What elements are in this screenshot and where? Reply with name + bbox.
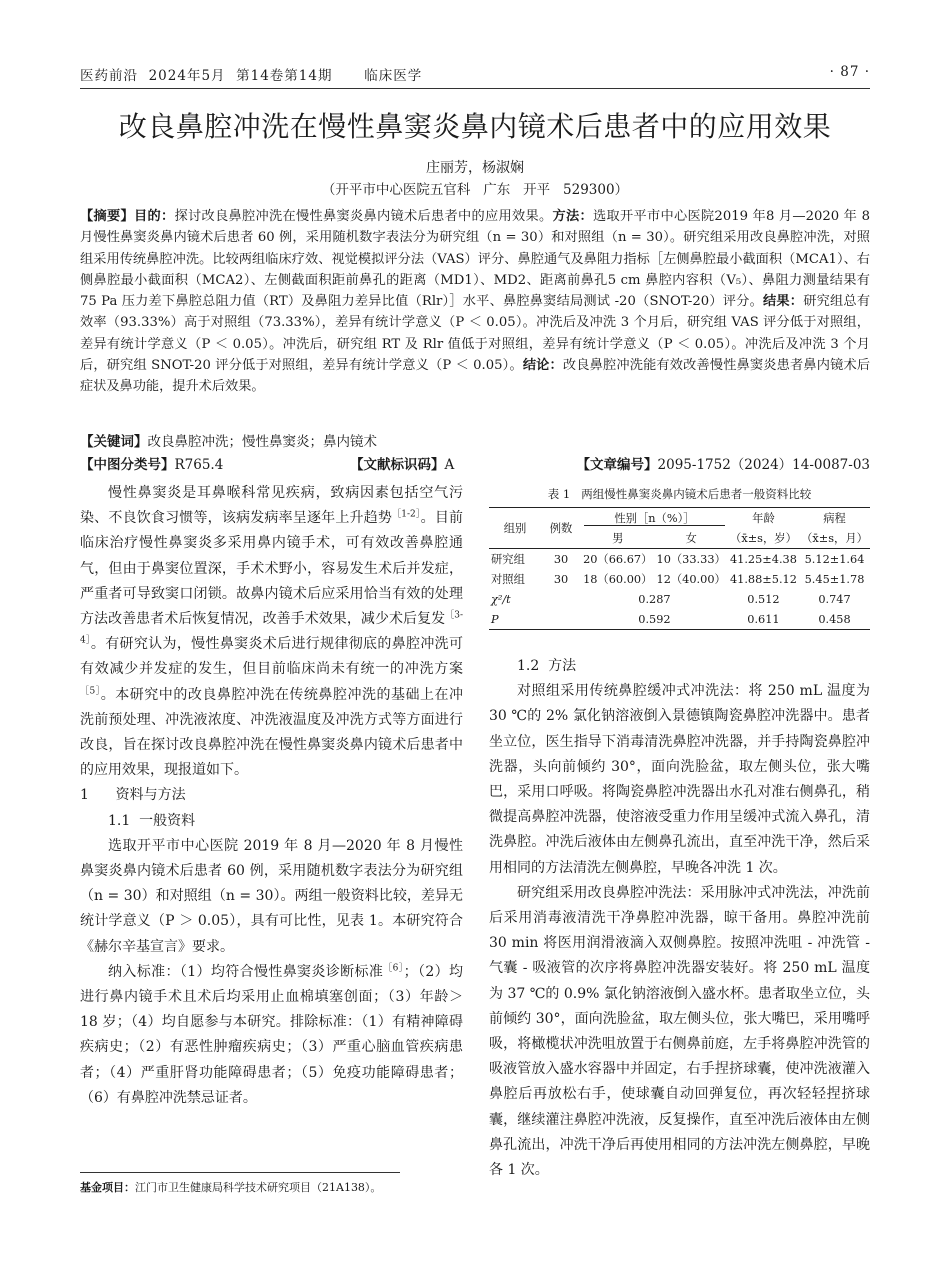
article-value: 2095-1752（2024）14-0087-03 bbox=[657, 457, 870, 473]
col-course: 病程 bbox=[799, 508, 870, 529]
abstract-label: 【摘要】 bbox=[80, 209, 134, 224]
cell-p-label: P bbox=[489, 609, 541, 630]
cell-n: 30 bbox=[541, 549, 581, 570]
affiliation: （开平市中心医院五官科 广东 开平 529300） bbox=[321, 182, 629, 198]
page-number: · 87 · bbox=[829, 64, 870, 80]
general-data-paragraph: 选取开平市中心医院 2019 年 8 月—2020 年 8 月慢性鼻窦炎鼻内镜术后患者 60 例，采用随机数字表法分为研究组（n = 30）和对照组（n = 30）。两组一般资料比较，差异无统计学意义（P ＞ 0.05），具有可比性，见表 1。本研究符合《赫尔辛基宣言》要求。 bbox=[80, 837, 463, 955]
cell-stat-age: 0.512 bbox=[747, 592, 780, 606]
col-age-unit: （x̄±s，岁） bbox=[730, 532, 797, 545]
cell-male: 18（60.00） bbox=[583, 573, 653, 586]
cell-group: 研究组 bbox=[489, 549, 541, 570]
criteria-paragraph bbox=[80, 960, 463, 1111]
doc-code bbox=[350, 453, 454, 473]
cell-p-course: 0.458 bbox=[799, 609, 870, 630]
cell-group: 对照组 bbox=[491, 573, 525, 586]
cell-n: 30 bbox=[553, 572, 569, 586]
col-female: 女 bbox=[685, 532, 697, 545]
control-method-paragraph: 对照组采用传统鼻腔缓冲式冲洗法：将 250 mL 温度为30 ℃的 2% 氯化钠溶液倒入景德镇陶瓷鼻腔冲洗器中。患者坐立位，医生指导下消毒清洗鼻腔冲洗器，并手持陶瓷鼻腔冲洗器，头向前倾约 30°，面向洗脸盆，取左侧头位，张大嘴巴，采用口呼吸。将陶瓷鼻腔冲洗器出水孔对准右侧鼻孔，稍微提高鼻腔冲洗器，使溶液受重力作用呈缓冲式流入鼻孔，清洗鼻腔。冲洗后液体由左侧鼻孔流出，直至冲洗干净，然后采用相同的方法清洗左侧鼻腔，早晚各冲洗 1 次。 bbox=[489, 683, 870, 876]
abstract-method: 选取开平市中心医院2019 年8 月—2020 年 8 月慢性鼻窦炎鼻内镜术后患者 60 例，采用随机数字表法分为研究组（n = 30）和对照组（n = 30）。研究组采用改良鼻腔冲洗，对照组采用传统鼻腔冲洗。比较两组临床疗效、视觉模拟评分法（VAS）评分、鼻腔通气及鼻阻力指标［左侧鼻腔最小截面积（MCA1）、右侧鼻腔最小截面积（MCA2）、左侧截面积距前鼻孔的距离（MD1）、MD2、距离前鼻孔5 cm 鼻腔内容积（V₅）、鼻阻力测量结果有 75 Pa 压力差下鼻腔总阻力值（RT）及鼻阻力差异比值（Rlr）］水平、鼻腔鼻窦结局测试 -20（SNOT-20）评分。 bbox=[80, 209, 871, 310]
col-male: 男 bbox=[612, 532, 624, 545]
keywords bbox=[80, 430, 870, 450]
conclusion-label: 结论： bbox=[522, 358, 563, 374]
cell-p-age: 0.611 bbox=[728, 609, 799, 630]
cell-age: 41.88±5.12 bbox=[729, 572, 797, 586]
table-stat-row bbox=[489, 589, 870, 609]
cell-stat-label: χ²/t bbox=[491, 592, 511, 606]
article-label: 【文章编号】 bbox=[576, 457, 658, 473]
baseline-table bbox=[489, 507, 870, 630]
keywords-label: 【关键词】 bbox=[80, 434, 148, 450]
left-column bbox=[80, 481, 463, 1111]
col-n: 例数 bbox=[541, 508, 581, 549]
authors: 庄丽芳，杨淑娴 bbox=[426, 160, 524, 176]
section-number: 1 bbox=[80, 787, 89, 804]
citation: ［1-2］ bbox=[392, 509, 421, 520]
header-rule bbox=[80, 88, 870, 89]
col-sex-label: 性别［n（%）］ bbox=[584, 512, 724, 526]
study-method-paragraph: 研究组采用改良鼻腔冲洗法：采用脉冲式冲洗法，冲洗前后采用消毒液清洗干净鼻腔冲洗器，晾干备用。鼻腔冲洗前 30 min 将医用润滑液滴入双侧鼻腔。按照冲洗咀 - 冲洗管 - 气囊 - 吸液管的次序将鼻腔冲洗器安装好。将 250 mL 温度为 37 ℃的 0.9% 氯化钠溶液倒入盛水杯。患者取坐立位，头前倾约 30°，面向洗脸盆，取左侧头位，张大嘴巴，采用嘴呼吸，将橄榄状冲洗咀放置于右侧鼻前庭，左手将鼻腔冲洗管的吸液管放入盛水容器中并固定，右手捏挤球囊，使冲洗液灌入鼻腔后再放松右手，使球囊自动回弹复位，再次轻轻捏挤球囊，继续灌注鼻腔冲洗液，反复操作，直至冲洗后液体由左侧鼻孔流出，冲洗干净后再使用相同的方法冲洗左侧鼻腔，早晚各 1 次。 bbox=[489, 884, 870, 1179]
method-label: 方法： bbox=[552, 209, 593, 224]
doc-label: 【文献标识码】 bbox=[350, 457, 445, 473]
intro-paragraph: 慢性鼻窦炎是耳鼻喉科常见疾病，致病因素包括空气污染、不良饮食习惯等，该病发病率呈逐年上升趋势$^{[1-2]}$。目前临床治疗慢性鼻窦炎多采用鼻内镜手术，可有效改善鼻腔通气，但由于鼻窦位置深，手术术野小，容易发生术后并发症，严重者可导致窦口闭锁。故鼻内镜术后应采用恰当有效的处理方法改善患者术后恢复情况，改善手术效果，减少术后复发$^{[3-4]}$。有研究认为，慢性鼻窦炎术后进行规律彻底的鼻腔冲洗可有效减少并发症的发生，但目前临床尚未有统一的冲洗方案$^{[5]}$。本研究中的改良鼻腔冲洗在传统鼻腔冲洗的基础上在冲洗前预处理、冲洗液浓度、冲洗液温度及冲洗方式等方面进行改良，旨在探讨改良鼻腔冲洗在慢性鼻窦炎鼻内镜术后患者中的应用效果，现报道如下。 bbox=[80, 485, 464, 779]
cell-course: 5.12±1.64 bbox=[799, 549, 870, 570]
cell-course: 5.45±1.78 bbox=[804, 572, 865, 586]
running-header bbox=[80, 64, 870, 86]
intro-text-4: 本研究中的改良鼻腔冲洗在传统鼻腔冲洗的基础上在冲洗前预处理、冲洗液浓度、冲洗液温度及冲洗方式等方面进行改良，旨在探讨改良鼻腔冲洗在慢性鼻窦炎鼻内镜术后患者中的应用效果，现报道如下。 bbox=[80, 686, 464, 779]
fund-text: 江门市卫生健康局科学技术研究项目（21A138）。 bbox=[135, 1181, 382, 1194]
col-course-unit: （x̄±s，月） bbox=[801, 532, 868, 545]
section-heading-1 bbox=[80, 783, 463, 808]
class-value: R765.4 bbox=[174, 457, 224, 473]
subsection-heading-1-2: 1.2 方法 bbox=[517, 658, 577, 674]
citation: ［6］ bbox=[383, 963, 404, 974]
cell-female: 10（33.33） bbox=[654, 549, 727, 570]
abstract-conclusion: 改良鼻腔冲洗能有效改善慢性鼻窦炎患者鼻内镜术后症状及鼻功能，提升术后效果。 bbox=[80, 358, 871, 395]
intro-text-1: 慢性鼻窦炎是耳鼻喉科常见疾病，致病因素包括空气污染、不良饮食习惯等，该病发病率呈逐年上升趋势 bbox=[80, 485, 463, 527]
subsection-heading-1-1: 1.1 一般资料 bbox=[108, 812, 196, 829]
classification-line bbox=[80, 453, 870, 473]
intro-text-3: 有研究认为，慢性鼻窦炎术后进行规律彻底的鼻腔冲洗可有效减少并发症的发生，但目前临床尚未有统一的冲洗方案 bbox=[80, 636, 464, 678]
keywords-text: 改良鼻腔冲洗；慢性鼻窦炎；鼻内镜术 bbox=[147, 434, 377, 450]
intro-text-2: 目前临床治疗慢性鼻窦炎多采用鼻内镜手术，可有效改善鼻腔通气，但由于鼻窦位置深，手术术野小，容易发生术后并发症，严重者可导致窦口闭锁。故鼻内镜术后应采用恰当有效的处理方法改善患者术后恢复情况，改善手术效果，减少术后复发 bbox=[80, 510, 464, 628]
cell-female: 12（40.00） bbox=[656, 573, 726, 586]
citation: ［5］ bbox=[80, 685, 101, 696]
table-caption: 表 1 两组慢性鼻窦炎鼻内镜术后患者一般资料比较 bbox=[547, 487, 812, 501]
article-title: 改良鼻腔冲洗在慢性鼻窦炎鼻内镜术后患者中的应用效果 bbox=[118, 110, 832, 143]
fund-footnote bbox=[80, 1179, 500, 1195]
criteria-text-2: ；（2）均进行鼻内镜手术且术后均采用止血棉填塞创面；（3）年龄＞ 18 岁；（4）均自愿参与本研究。排除标准：（1）有精神障碍疾病史；（2）有恶性肿瘤疾病史；（3）严重心脑血管疾病患者；（4）严重肝肾功能障碍患者；（5）免疫功能障碍患者；（6）有鼻腔冲洗禁忌证者。 bbox=[80, 963, 464, 1106]
col-sex bbox=[581, 508, 728, 529]
right-column bbox=[489, 654, 870, 1183]
cell-male: 20（66.67） bbox=[581, 549, 654, 570]
journal-info: 医药前沿 2024年5月 第14卷第14期 临床医学 bbox=[80, 68, 423, 84]
class-label: 【中图分类号】 bbox=[80, 457, 175, 473]
result-label: 结果： bbox=[763, 294, 804, 310]
table-p-row bbox=[489, 609, 870, 630]
article-number bbox=[577, 453, 870, 473]
footnote-rule bbox=[80, 1172, 400, 1173]
cell-age: 41.25±4.38 bbox=[728, 549, 799, 570]
doc-value: A bbox=[444, 457, 455, 473]
col-group: 组别 bbox=[489, 508, 541, 549]
cell-stat-sex: 0.287 bbox=[638, 592, 671, 606]
class-number bbox=[80, 457, 223, 473]
cell-p-sex: 0.592 bbox=[581, 609, 728, 630]
citation: ［3-4］ bbox=[80, 610, 463, 646]
abstract-result: 研究组总有效率（93.33%）高于对照组（73.33%），差异有统计学意义（P ＜ 0.05）。冲洗后及冲洗 3 个月后，研究组 VAS 评分低于对照组，差异有统计学意义（P ＜ 0.05）。冲洗后，研究组 RT 及 Rlr 值低于对照组，差异有统计学意义（P ＜ 0.05）。冲洗后及冲洗 3 个月后，研究组 SNOT-20 评分低于对照组，差异有统计学意义（P ＜ 0.05）。 bbox=[80, 294, 871, 374]
table-row bbox=[489, 569, 870, 589]
col-age: 年龄 bbox=[728, 508, 799, 529]
section-title: 资料与方法 bbox=[115, 787, 186, 804]
criteria-text-1: 纳入标准：（1）均符合慢性鼻窦炎诊断标准 bbox=[108, 963, 384, 980]
abstract-objective: 探讨改良鼻腔冲洗在慢性鼻窦炎鼻内镜术后患者中的应用效果。 bbox=[174, 209, 553, 224]
table-header-row bbox=[489, 508, 870, 529]
abstract bbox=[80, 206, 870, 398]
fund-label: 基金项目： bbox=[80, 1181, 135, 1194]
cell-stat-course: 0.747 bbox=[818, 592, 851, 606]
table-row bbox=[489, 549, 870, 570]
objective-label: 目的： bbox=[134, 209, 175, 224]
